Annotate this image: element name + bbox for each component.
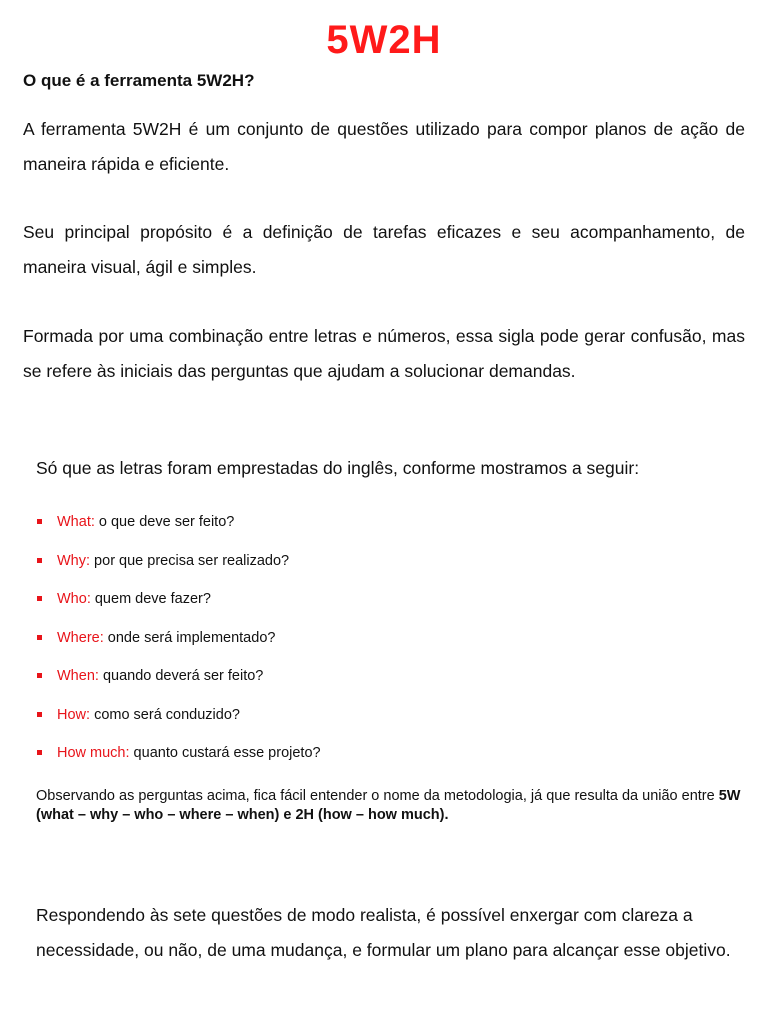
paragraph-acronym: Formada por uma combinação entre letras e números, essa sigla pode gerar confusão, mas se refere às iniciais das perguntas que ajudam a solucionar demandas.: [23, 326, 745, 381]
square-bullet-icon: [37, 673, 42, 678]
section-heading: O que é a ferramenta 5W2H?: [23, 71, 255, 90]
list-item-what: [36, 512, 321, 551]
square-bullet-icon: [37, 750, 42, 755]
list-item-when: [36, 666, 321, 705]
list-item-why: [36, 551, 321, 590]
list-item-where: [36, 628, 321, 667]
question-text: por que precisa ser realizado?: [90, 552, 290, 569]
question-key: What:: [57, 514, 95, 530]
methodology-note: [36, 787, 756, 825]
square-bullet-icon: [37, 519, 42, 524]
square-bullet-icon: [37, 558, 42, 563]
questions-list: [36, 512, 321, 782]
paragraph-definition: A ferramenta 5W2H é um conjunto de questões utilizado para compor planos de ação de maneira rápida e eficiente.: [23, 119, 745, 174]
paragraph-purpose: Seu principal propósito é a definição de tarefas eficazes e seu acompanhamento, de maneira visual, ágil e simples.: [23, 222, 745, 277]
page-title: 5W2H: [326, 18, 442, 62]
list-item-how: [36, 705, 321, 744]
question-key: Where:: [57, 629, 104, 646]
square-bullet-icon: [37, 635, 42, 640]
list-item-how-much: [36, 743, 321, 782]
question-key: How much:: [57, 745, 130, 761]
question-text: quando deverá ser feito?: [98, 668, 264, 684]
question-text: quem deve fazer?: [90, 591, 211, 607]
note-bold-summary: 5W (what – why – who – where – when) e 2H (how – how much).: [36, 788, 741, 823]
question-key: When:: [57, 668, 99, 684]
question-key: How:: [57, 706, 91, 723]
list-intro: Só que as letras foram emprestadas do inglês, conforme mostramos a seguir:: [36, 458, 640, 478]
question-text: quanto custará esse projeto?: [129, 745, 321, 761]
question-key: Why:: [57, 552, 91, 569]
closing-paragraph: Respondendo às sete questões de modo realista, é possível enxergar com clareza a necessidade, ou não, de uma mudança, e formular um plano para alcançar esse objetivo.: [36, 905, 731, 960]
question-text: onde será implementado?: [103, 629, 276, 646]
square-bullet-icon: [37, 596, 42, 601]
list-item-who: [36, 589, 321, 628]
question-key: Who:: [57, 591, 91, 607]
question-text: o que deve ser feito?: [94, 514, 235, 530]
note-text: Observando as perguntas acima, fica fácil entender o nome da metodologia, já que resulta da união entre: [36, 788, 719, 804]
square-bullet-icon: [37, 712, 42, 717]
question-text: como será conduzido?: [90, 706, 240, 723]
